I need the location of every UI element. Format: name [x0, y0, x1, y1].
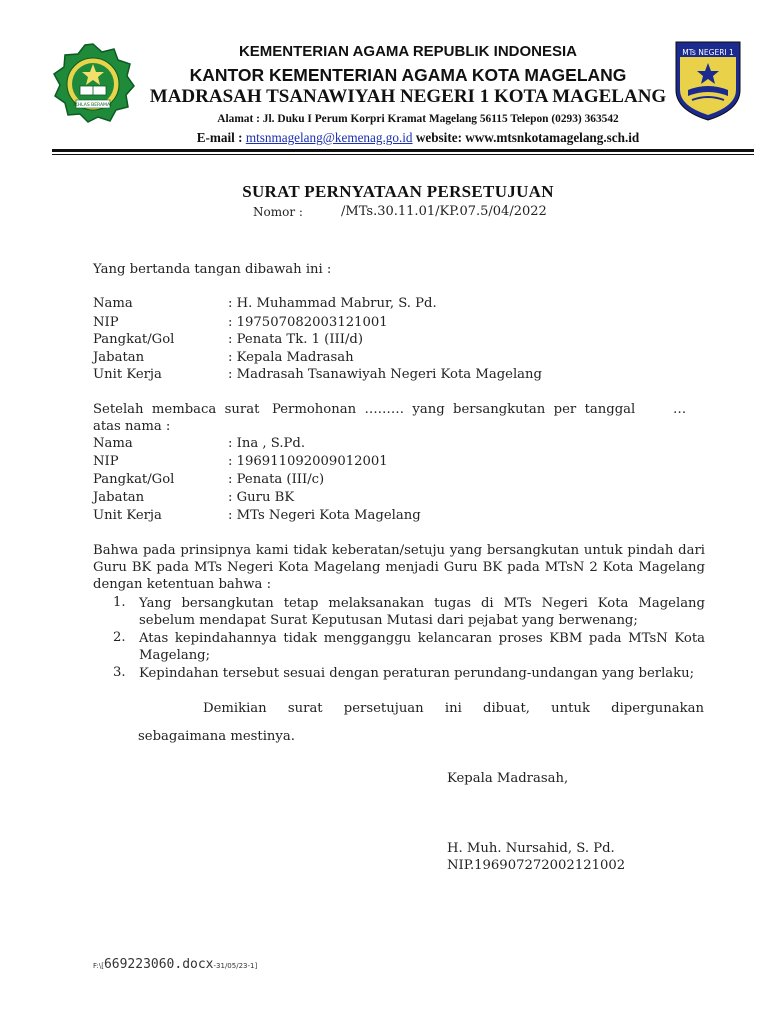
file-path-footer	[93, 957, 257, 972]
signer-label: Jabatan	[93, 350, 145, 365]
subject-value: : Penata (III/c)	[228, 472, 325, 487]
subject-value: : MTs Negeri Kota Magelang	[228, 508, 421, 523]
signer-position: Kepala Madrasah,	[447, 771, 569, 786]
ministry-name: KEMENTERIAN AGAMA REPUBLIK INDONESIA	[238, 43, 578, 60]
after-reading-line2: atas nama :	[93, 419, 171, 434]
subject-label: Nama	[93, 436, 133, 451]
signer-label: Unit Kerja	[93, 367, 162, 382]
subject-value: : Guru BK	[228, 490, 295, 505]
list-number: 2.	[113, 630, 126, 645]
statement-paragraph: Bahwa pada prinsipnya kami tidak keberatan/setuju yang bersangkutan untuk pindah dari Guru BK pada MTs Negeri Kota Magelang menjadi Guru BK pada MTsN 2 Kota Magelang dengan ketentuan bahwa :	[93, 543, 705, 592]
nomor-value: /MTs.30.11.01/KP.07.5/04/2022	[341, 204, 547, 219]
list-text: Yang bersangkutan tetap melaksanakan tugas di MTs Negeri Kota Magelang sebelum mendapat Surat Keputusan Mutasi dari pejabat yang berwenang;	[139, 596, 705, 628]
signer-name: H. Muh. Nursahid, S. Pd.	[447, 841, 615, 856]
signer-label: NIP	[93, 315, 119, 330]
header-rule-thick	[52, 149, 754, 152]
list-number: 1.	[113, 595, 126, 610]
subject-label: Unit Kerja	[93, 508, 162, 523]
footer-prefix: F:\[	[93, 962, 104, 970]
closing-line1: Demikian surat persetujuan ini dibuat, untuk dipergunakan	[203, 701, 704, 716]
footer-suffix: -31/05/23-1]	[213, 962, 258, 970]
email-link[interactable]: mtsnmagelang@kemenag.go.id	[245, 130, 413, 145]
signer-value: : H. Muhammad Mabrur, S. Pd.	[228, 296, 437, 311]
subject-label: Jabatan	[93, 490, 145, 505]
svg-text:MTs NEGERI 1: MTs NEGERI 1	[682, 48, 734, 57]
closing-line2: sebagaimana mestinya.	[138, 729, 295, 744]
nomor-label: Nomor :	[253, 205, 303, 219]
school-name: MADRASAH TSANAWIYAH NEGERI 1 KOTA MAGELANG	[149, 86, 667, 107]
email-label: E-mail :	[196, 130, 246, 145]
list-text: Atas kepindahannya tidak mengganggu kelancaran proses KBM pada MTsN Kota Magelang;	[139, 631, 705, 663]
signer-value: : Penata Tk. 1 (III/d)	[228, 332, 363, 347]
footer-file: 669223060.docx	[103, 957, 214, 972]
website-text: website: www.mtsnkotamagelang.sch.id	[412, 130, 640, 145]
subject-value: : Ina , S.Pd.	[228, 436, 306, 451]
school-address: Alamat : Jl. Duku I Perum Korpri Kramat Magelang 56115 Telepon (0293) 363542	[217, 113, 619, 125]
signer-nip: NIP.196907272002121002	[447, 858, 626, 873]
list-number: 3.	[113, 665, 126, 680]
svg-text:IKHLAS BERAMAL: IKHLAS BERAMAL	[73, 103, 113, 108]
after-reading-line1: Setelah membaca surat Permohonan ……… yang bersangkutan per tanggal …	[93, 402, 687, 417]
list-text: Kepindahan tersebut sesuai dengan peraturan perundang-undangan yang berlaku;	[139, 666, 695, 681]
subject-label: NIP	[93, 454, 119, 469]
signer-value: : Madrasah Tsanawiyah Negeri Kota Magelang	[228, 367, 542, 382]
subject-label: Pangkat/Gol	[93, 472, 175, 487]
contact-line	[0, 130, 768, 146]
office-name: KANTOR KEMENTERIAN AGAMA KOTA MAGELANG	[189, 65, 627, 85]
signer-label: Pangkat/Gol	[93, 332, 175, 347]
header-rule-thin	[52, 154, 754, 155]
signer-label: Nama	[93, 296, 133, 311]
signer-value: : 197507082003121001	[228, 315, 388, 330]
intro-text: Yang bertanda tangan dibawah ini :	[93, 262, 332, 277]
document-title: SURAT PERNYATAAN PERSETUJUAN	[242, 182, 554, 201]
signer-value: : Kepala Madrasah	[228, 350, 354, 365]
subject-value: : 196911092009012001	[228, 454, 388, 469]
